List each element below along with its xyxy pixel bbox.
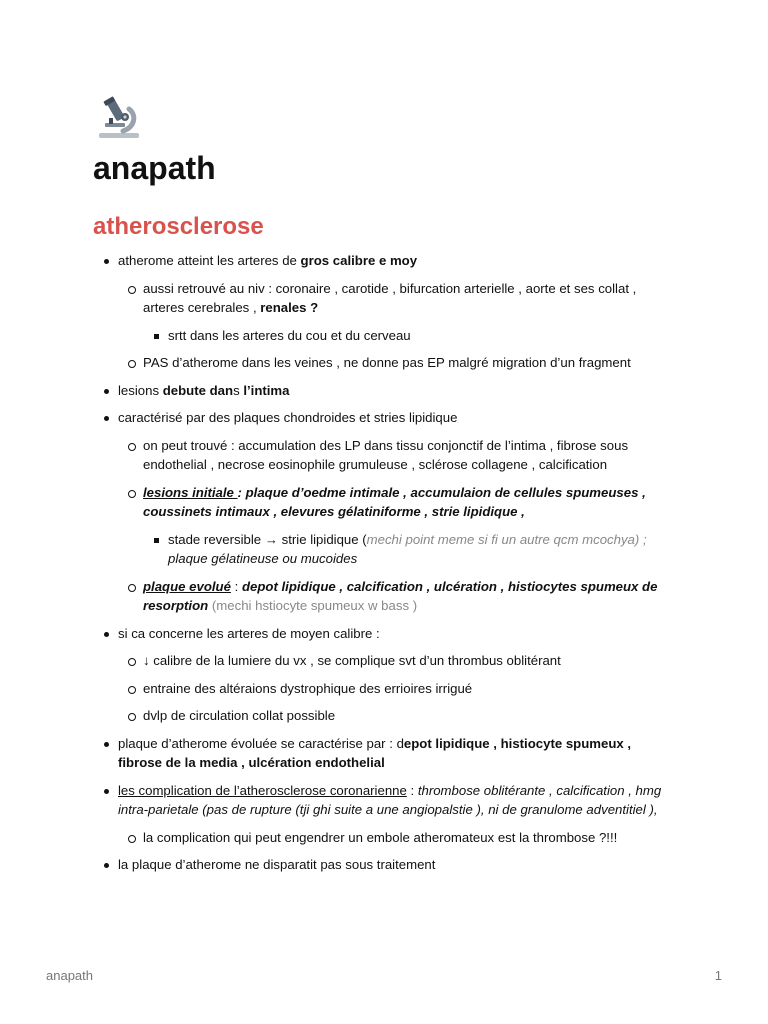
sub-list — [118, 651, 678, 726]
list-item: aussi retrouvé au niv : coronaire , carotide , bifurcation arterielle , aorte et ses collat , arteres cerebrales , renales ? srtt dans les arteres du cou et du cerveau — [118, 279, 678, 346]
list-item: si ca concerne les arteres de moyen calibre : ↓ calibre de la lumiere du vx , se complique svt d’un thrombus oblitérant entraine des altéraions dystrophique des errioires irrigué dvlp de circulation collat possible — [93, 624, 678, 726]
list-item: caractérisé par des plaques chondroides et stries lipidique on peut trouvé : accumulation des LP dans tissu conjonctif de l’intima , fibrose sous endothelial , necrose eosinophile grumuleuse , sclérose collagene , calcification lesions initiale : plaque d’oedme intimale , accumulaion de cellules spumeuses , coussinets intimaux , elevures gélatiniforme , strie lipidique , stade reversible → strie lipidique (mechi point meme si fi un autre qcm mcochya) ; plaque gélatineuse ou mucoides plaque evolué : depot lipidique , calcification , ulcération , histiocytes spumeux de resorption (mechi hstiocyte spumeux w bass ) — [93, 408, 678, 616]
list-item: la complication qui peut engendrer un embole atheromateux est la thrombose ?!!! — [118, 828, 678, 848]
page-number: 1 — [714, 968, 722, 983]
microscope-icon — [95, 93, 143, 141]
list-item: dvlp de circulation collat possible — [118, 706, 678, 726]
list-item: lesions initiale : plaque d’oedme intimale , accumulaion de cellules spumeuses , coussinets intimaux , elevures gélatiniforme , strie lipidique , stade reversible → strie lipidique (mechi point meme si fi un autre qcm mcochya) ; plaque gélatineuse ou mucoides — [118, 483, 678, 569]
list-item: les complication de l’atherosclerose coronarienne : thrombose oblitérante , calcification , hmg intra-parietale (pas de rupture (tji ghi suite a une angiopalstie ), ni de granulome adventitiel ), la complication qui peut engendrer un embole atheromateux est la thrombose ?!!! — [93, 781, 678, 848]
sub-list — [118, 828, 678, 848]
list-item: stade reversible → strie lipidique (mechi point meme si fi un autre qcm mcochya) ; plaque gélatineuse ou mucoides — [143, 530, 678, 569]
bullet-list — [93, 251, 678, 875]
list-item: PAS d’atherome dans les veines , ne donne pas EP malgré migration d’un fragment — [118, 353, 678, 373]
list-item: atherome atteint les arteres de gros calibre e moy aussi retrouvé au niv : coronaire , carotide , bifurcation arterielle , aorte et ses collat , arteres cerebrales , renales ? srtt dans les arteres du cou et du cerveau PAS d’atherome dans les veines , ne donne pas EP malgré migration d’un fragment — [93, 251, 678, 373]
list-item: srtt dans les arteres du cou et du cerveau — [143, 326, 678, 346]
list-item: plaque evolué : depot lipidique , calcification , ulcération , histiocytes spumeux de resorption (mechi hstiocyte spumeux w bass ) — [118, 577, 678, 616]
sub-sub-list — [143, 326, 678, 346]
list-item: entraine des altéraions dystrophique des errioires irrigué — [118, 679, 678, 699]
footer-title: anapath — [46, 968, 93, 983]
arrow-right-icon: → — [264, 531, 278, 547]
section-heading: atherosclerose — [93, 213, 264, 240]
list-item: plaque d’atherome évoluée se caractérise par : depot lipidique , histiocyte spumeux , fibrose de la media , ulcération endothelial — [93, 734, 678, 773]
sub-sub-list — [143, 530, 678, 569]
list-item: la plaque d’atherome ne disparatit pas sous traitement — [93, 855, 678, 875]
sub-list — [118, 279, 678, 373]
page-title: anapath — [93, 150, 216, 186]
list-item: ↓ calibre de la lumiere du vx , se complique svt d’un thrombus oblitérant — [118, 651, 678, 671]
list-item: lesions debute dans l’intima — [93, 381, 678, 401]
list-item: on peut trouvé : accumulation des LP dans tissu conjonctif de l’intima , fibrose sous endothelial , necrose eosinophile grumuleuse , sclérose collagene , calcification — [118, 436, 678, 475]
content-body — [93, 251, 678, 883]
sub-list — [118, 436, 678, 616]
